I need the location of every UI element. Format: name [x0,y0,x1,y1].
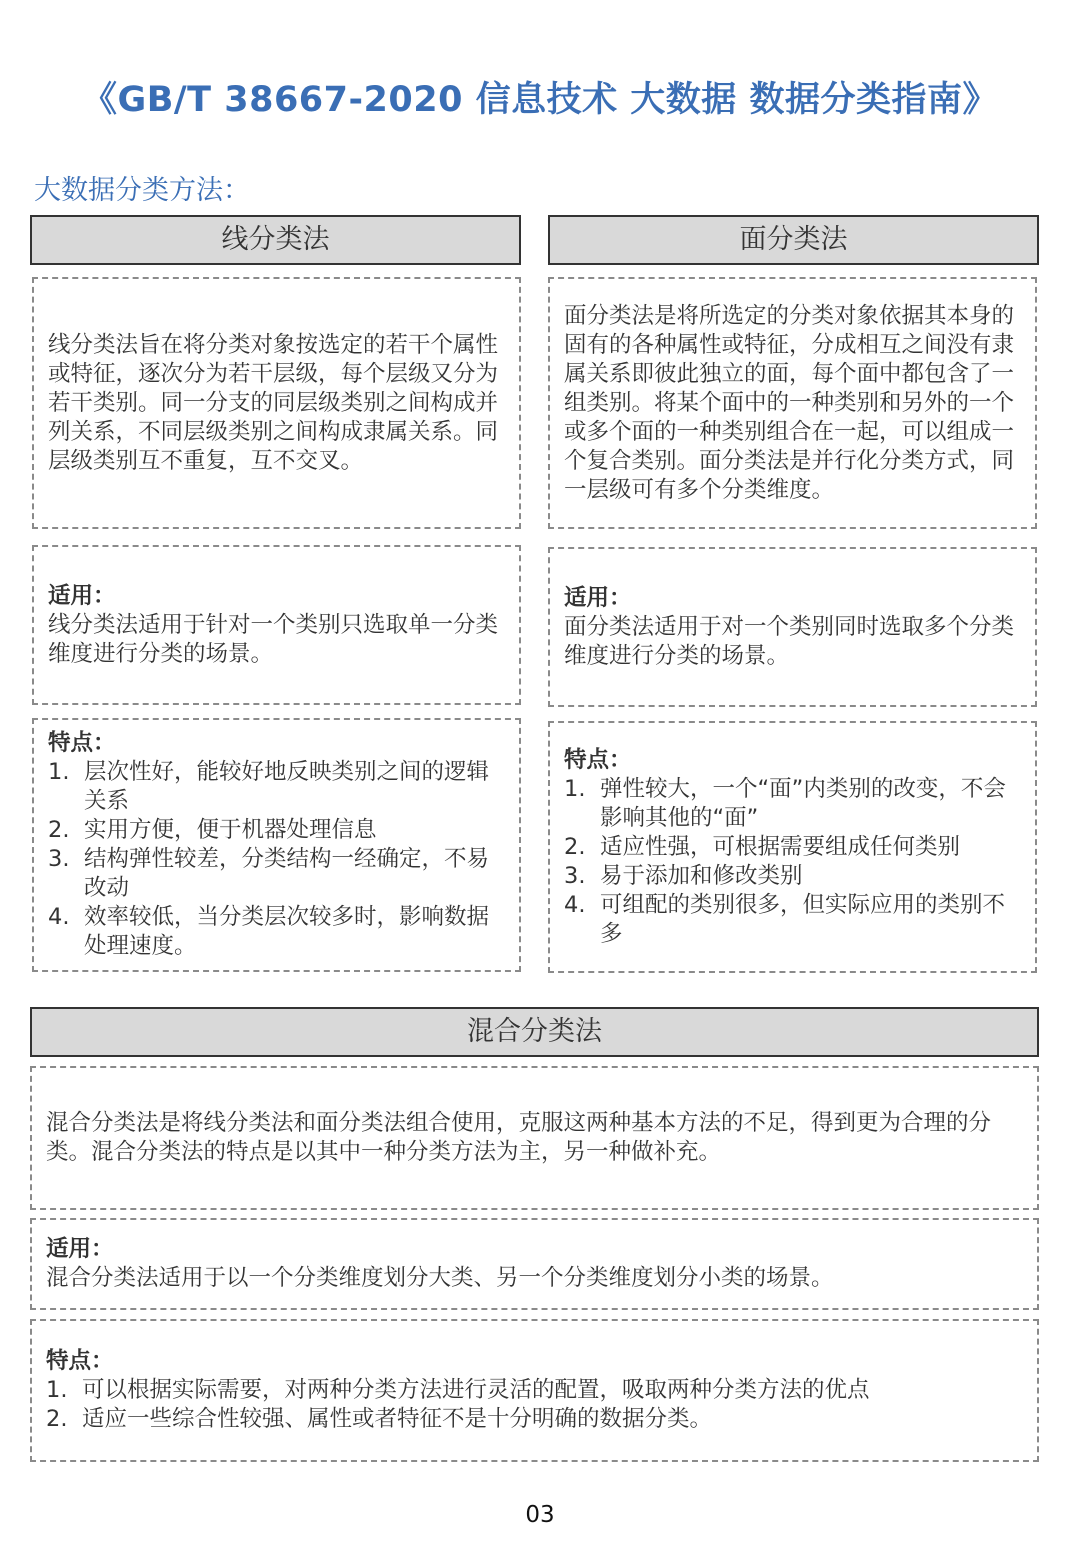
facet-method-features-list [564,775,1021,949]
mixed-method-features-list [46,1376,1023,1434]
facet-method-usage-label: 适用： [564,584,632,611]
list-item: 4. 可组配的类别很多，但实际应用的类别不多 [564,891,1006,947]
document-title: 《GB/T 38667-2020 信息技术 大数据 数据分类指南》 [81,80,998,120]
facet-method-usage-text: 面分类法适用于对一个类别同时选取多个分类维度进行分类的场景。 [564,613,1015,669]
mixed-method-description-line-1: 混合分类法是将线分类法和面分类法组合使用，克服这两种基本方法的不足，得到更为合理的分 [46,1110,992,1136]
facet-method-features-label: 特点： [564,746,632,773]
facet-method-features-box [548,721,1037,973]
list-item: 2. 实用方便，便于机器处理信息 [48,817,377,843]
line-method-features-box [32,718,521,972]
list-item: 1. 可以根据实际需要，对两种分类方法进行灵活的配置，吸取两种分类方法的优点 [46,1377,870,1403]
list-item: 2. 适应性强，可根据需要组成任何类别 [564,833,961,860]
facet-method-description: 面分类法是将所选定的分类对象依据其本身的固有的各种属性或特征，分成相互之间没有隶属关系即彼此独立的面，每个面中都包含了一组类别。将某个面中的一种类别和另外的一个或多个面的一种类别组合在一起，可以组成一个复合类别。面分类法是并行化分类方式，同一层级可有多个分类维度。 [564,302,1015,503]
facet-method-heading: 面分类法 [548,215,1039,265]
line-method-features-label: 特点： [48,730,116,756]
line-method-usage-text: 线分类法适用于针对一个类别只选取单一分类维度进行分类的场景。 [48,611,499,667]
section-label: 大数据分类方法： [34,175,250,206]
page-number: 03 [525,1502,555,1528]
mixed-method-heading: 混合分类法 [30,1007,1039,1057]
mixed-method-description-line-2: 类。混合分类法的特点是以其中一种分类方法为主，另一种做补充。 [46,1139,722,1165]
mixed-method-usage-box [30,1218,1039,1310]
list-item: 3. 易于添加和修改类别 [564,862,803,889]
list-item: 1. 层次性好，能较好地反映类别之间的逻辑关系 [48,759,490,814]
facet-method-usage-box [548,547,1037,707]
line-method-usage-box [32,545,521,705]
facet-method-description-box [548,277,1037,529]
line-method-description-box [32,277,521,529]
mixed-method-features-label: 特点： [46,1348,114,1374]
mixed-method-description-box [30,1066,1039,1210]
line-method-description: 线分类法旨在将分类对象按选定的若干个属性或特征，逐次分为若干层级，每个层级又分为若干类别。同一分支的同层级类别之间构成并列关系，不同层级类别之间构成隶属关系。同层级类别互不重复，互不交叉。 [48,331,499,474]
line-method-usage-label: 适用： [48,582,116,609]
mixed-method-features-box [30,1319,1039,1462]
line-method-heading: 线分类法 [30,215,521,265]
mixed-method-usage-label: 适用： [46,1236,114,1262]
mixed-method-usage-text: 混合分类法适用于以一个分类维度划分大类、另一个分类维度划分小类的场景。 [46,1265,834,1291]
list-item: 3. 结构弹性较差，分类结构一经确定，不易改动 [48,846,490,901]
line-method-features-list [48,758,505,961]
list-item: 4. 效率较低，当分类层次较多时，影响数据处理速度。 [48,904,490,959]
list-item: 1. 弹性较大，一个“面”内类别的改变，不会影响其他的“面” [564,775,1006,831]
list-item: 2. 适应一些综合性较强、属性或者特征不是十分明确的数据分类。 [46,1406,713,1432]
